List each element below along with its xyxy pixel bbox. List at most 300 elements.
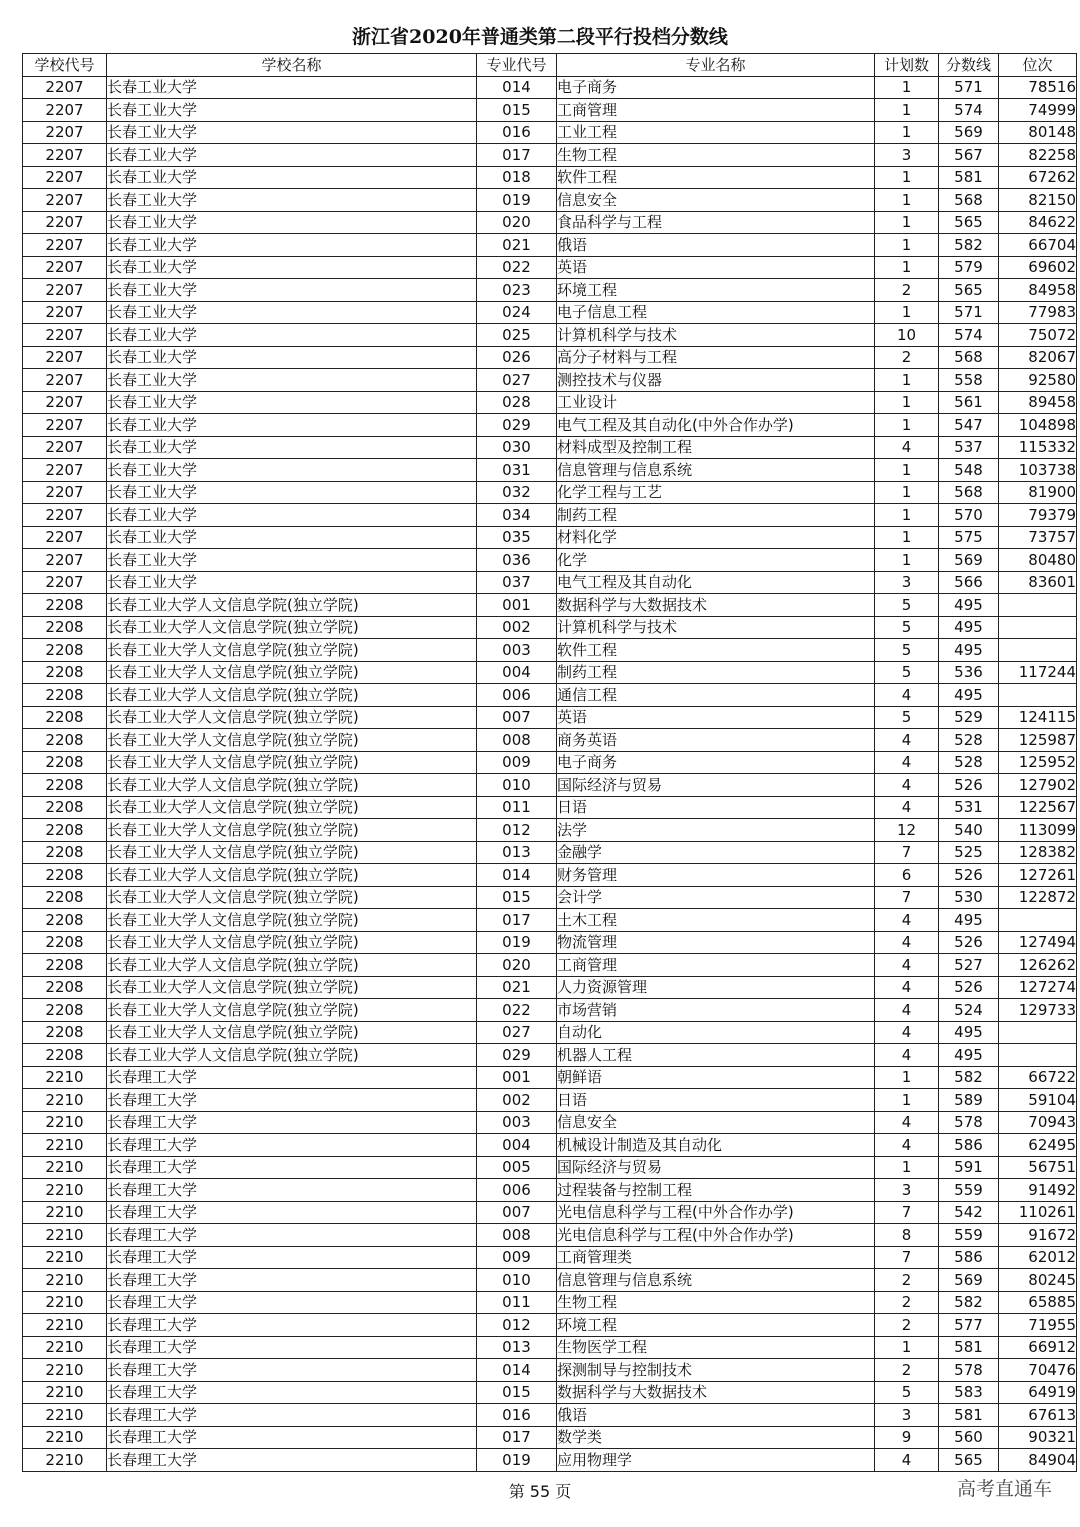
cell-school-code: 2207 [23, 459, 107, 482]
cell-school-code: 2207 [23, 369, 107, 392]
cell-score-line: 495 [939, 639, 999, 662]
cell-rank: 110261 [999, 1201, 1077, 1224]
col-header-major-code: 专业代号 [477, 54, 557, 77]
cell-major-code: 004 [477, 661, 557, 684]
cell-plan-count: 10 [875, 324, 939, 347]
table-row [23, 549, 1077, 572]
cell-rank: 113099 [999, 819, 1077, 842]
cell-rank: 84904 [999, 1449, 1077, 1472]
cell-rank: 70476 [999, 1359, 1077, 1382]
cell-score-line: 540 [939, 819, 999, 842]
cell-score-line: 526 [939, 931, 999, 954]
cell-major-name: 物流管理 [557, 931, 875, 954]
cell-school-name: 长春理工大学 [107, 1156, 477, 1179]
cell-rank: 67262 [999, 166, 1077, 189]
cell-school-code: 2207 [23, 189, 107, 212]
cell-major-code: 014 [477, 76, 557, 99]
cell-major-name: 生物医学工程 [557, 1336, 875, 1359]
cell-score-line: 536 [939, 661, 999, 684]
cell-school-name: 长春工业大学人文信息学院(独立学院) [107, 684, 477, 707]
cell-score-line: 566 [939, 571, 999, 594]
cell-rank: 122567 [999, 796, 1077, 819]
cell-school-name: 长春工业大学 [107, 481, 477, 504]
cell-plan-count: 4 [875, 931, 939, 954]
cell-major-name: 制药工程 [557, 504, 875, 527]
cell-major-code: 009 [477, 751, 557, 774]
cell-rank: 56751 [999, 1156, 1077, 1179]
cell-plan-count: 4 [875, 729, 939, 752]
cell-school-name: 长春工业大学 [107, 324, 477, 347]
cell-school-name: 长春工业大学 [107, 189, 477, 212]
cell-school-code: 2208 [23, 999, 107, 1022]
cell-rank: 90321 [999, 1426, 1077, 1449]
table-row [23, 1269, 1077, 1292]
cell-major-code: 031 [477, 459, 557, 482]
cell-major-code: 021 [477, 976, 557, 999]
cell-school-name: 长春工业大学人文信息学院(独立学院) [107, 729, 477, 752]
cell-rank: 66912 [999, 1336, 1077, 1359]
cell-school-name: 长春工业大学 [107, 144, 477, 167]
cell-score-line: 527 [939, 954, 999, 977]
cell-school-code: 2208 [23, 751, 107, 774]
cell-major-code: 025 [477, 324, 557, 347]
cell-rank: 69602 [999, 256, 1077, 279]
cell-school-name: 长春理工大学 [107, 1381, 477, 1404]
cell-major-code: 014 [477, 864, 557, 887]
cell-major-code: 016 [477, 1404, 557, 1427]
table-row [23, 594, 1077, 617]
cell-rank: 84622 [999, 211, 1077, 234]
table-row [23, 1134, 1077, 1157]
cell-rank [999, 594, 1077, 617]
cell-major-name: 光电信息科学与工程(中外合作办学) [557, 1224, 875, 1247]
cell-major-name: 自动化 [557, 1021, 875, 1044]
cell-school-name: 长春理工大学 [107, 1224, 477, 1247]
cell-school-name: 长春工业大学人文信息学院(独立学院) [107, 594, 477, 617]
cell-major-code: 019 [477, 931, 557, 954]
cell-major-code: 016 [477, 121, 557, 144]
table-row [23, 189, 1077, 212]
table-row [23, 1224, 1077, 1247]
cell-rank: 79379 [999, 504, 1077, 527]
cell-major-code: 010 [477, 1269, 557, 1292]
cell-school-code: 2208 [23, 886, 107, 909]
cell-score-line: 581 [939, 1404, 999, 1427]
table-row [23, 796, 1077, 819]
cell-school-name: 长春工业大学 [107, 571, 477, 594]
table-row [23, 1201, 1077, 1224]
cell-school-code: 2207 [23, 324, 107, 347]
cell-plan-count: 7 [875, 841, 939, 864]
cell-plan-count: 4 [875, 774, 939, 797]
cell-major-name: 俄语 [557, 1404, 875, 1427]
cell-rank: 91672 [999, 1224, 1077, 1247]
cell-school-name: 长春工业大学人文信息学院(独立学院) [107, 909, 477, 932]
table-row [23, 1291, 1077, 1314]
cell-major-name: 财务管理 [557, 864, 875, 887]
cell-plan-count: 4 [875, 1044, 939, 1067]
cell-rank: 78516 [999, 76, 1077, 99]
cell-school-code: 2207 [23, 256, 107, 279]
cell-school-name: 长春工业大学人文信息学院(独立学院) [107, 616, 477, 639]
cell-school-code: 2208 [23, 954, 107, 977]
cell-score-line: 565 [939, 1449, 999, 1472]
cell-major-code: 028 [477, 391, 557, 414]
cell-school-name: 长春工业大学人文信息学院(独立学院) [107, 661, 477, 684]
cell-plan-count: 7 [875, 886, 939, 909]
cell-school-code: 2208 [23, 661, 107, 684]
cell-plan-count: 3 [875, 1404, 939, 1427]
cell-school-code: 2207 [23, 121, 107, 144]
cell-major-name: 电子信息工程 [557, 301, 875, 324]
cell-major-name: 通信工程 [557, 684, 875, 707]
cell-school-code: 2207 [23, 571, 107, 594]
cell-school-name: 长春工业大学人文信息学院(独立学院) [107, 999, 477, 1022]
cell-major-code: 030 [477, 436, 557, 459]
table-row [23, 1021, 1077, 1044]
cell-major-code: 002 [477, 1089, 557, 1112]
cell-rank: 71955 [999, 1314, 1077, 1337]
cell-major-name: 日语 [557, 796, 875, 819]
table-row [23, 1449, 1077, 1472]
cell-plan-count: 4 [875, 1021, 939, 1044]
cell-major-name: 信息安全 [557, 1111, 875, 1134]
cell-score-line: 567 [939, 144, 999, 167]
cell-major-code: 024 [477, 301, 557, 324]
cell-plan-count: 1 [875, 369, 939, 392]
cell-school-name: 长春工业大学 [107, 99, 477, 122]
cell-score-line: 569 [939, 549, 999, 572]
cell-school-code: 2210 [23, 1426, 107, 1449]
cell-rank [999, 1021, 1077, 1044]
table-row [23, 324, 1077, 347]
cell-school-code: 2210 [23, 1269, 107, 1292]
cell-school-code: 2207 [23, 504, 107, 527]
cell-major-name: 计算机科学与技术 [557, 616, 875, 639]
table-row [23, 616, 1077, 639]
cell-score-line: 582 [939, 1291, 999, 1314]
cell-major-name: 国际经济与贸易 [557, 1156, 875, 1179]
cell-score-line: 525 [939, 841, 999, 864]
cell-school-name: 长春工业大学人文信息学院(独立学院) [107, 706, 477, 729]
page-title: 浙江省2020年普通类第二段平行投档分数线 [352, 26, 728, 48]
cell-major-code: 020 [477, 954, 557, 977]
col-header-score-line: 分数线 [939, 54, 999, 77]
col-header-rank: 位次 [999, 54, 1077, 77]
table-row [23, 504, 1077, 527]
cell-rank: 117244 [999, 661, 1077, 684]
cell-plan-count: 1 [875, 256, 939, 279]
cell-rank: 125987 [999, 729, 1077, 752]
cell-school-code: 2207 [23, 481, 107, 504]
table-row [23, 1179, 1077, 1202]
cell-school-code: 2210 [23, 1224, 107, 1247]
col-header-plan-count: 计划数 [875, 54, 939, 77]
cell-rank: 67613 [999, 1404, 1077, 1427]
cell-plan-count: 3 [875, 1179, 939, 1202]
cell-school-name: 长春工业大学 [107, 76, 477, 99]
cell-school-code: 2208 [23, 841, 107, 864]
cell-school-name: 长春理工大学 [107, 1134, 477, 1157]
cell-major-code: 001 [477, 594, 557, 617]
table-row [23, 234, 1077, 257]
cell-plan-count: 4 [875, 909, 939, 932]
cell-major-code: 007 [477, 706, 557, 729]
cell-plan-count: 1 [875, 459, 939, 482]
cell-score-line: 565 [939, 279, 999, 302]
table-row [23, 256, 1077, 279]
cell-plan-count: 1 [875, 526, 939, 549]
table-row [23, 1066, 1077, 1089]
cell-school-code: 2208 [23, 774, 107, 797]
table-row [23, 639, 1077, 662]
table-row [23, 774, 1077, 797]
cell-rank: 74999 [999, 99, 1077, 122]
cell-major-code: 015 [477, 1381, 557, 1404]
cell-rank: 66722 [999, 1066, 1077, 1089]
cell-school-name: 长春工业大学人文信息学院(独立学院) [107, 1044, 477, 1067]
cell-school-code: 2207 [23, 144, 107, 167]
cell-school-name: 长春工业大学人文信息学院(独立学院) [107, 864, 477, 887]
cell-major-code: 012 [477, 819, 557, 842]
cell-school-code: 2208 [23, 616, 107, 639]
table-row [23, 1336, 1077, 1359]
cell-school-code: 2208 [23, 639, 107, 662]
cell-major-name: 土木工程 [557, 909, 875, 932]
table-row [23, 211, 1077, 234]
cell-major-code: 002 [477, 616, 557, 639]
cell-rank: 129733 [999, 999, 1077, 1022]
cell-score-line: 547 [939, 414, 999, 437]
cell-score-line: 583 [939, 1381, 999, 1404]
cell-plan-count: 4 [875, 436, 939, 459]
cell-major-code: 037 [477, 571, 557, 594]
cell-major-code: 013 [477, 841, 557, 864]
cell-plan-count: 1 [875, 549, 939, 572]
cell-major-code: 003 [477, 1111, 557, 1134]
cell-score-line: 586 [939, 1246, 999, 1269]
cell-major-code: 011 [477, 1291, 557, 1314]
cell-school-code: 2210 [23, 1134, 107, 1157]
cell-rank: 103738 [999, 459, 1077, 482]
cell-major-code: 032 [477, 481, 557, 504]
cell-school-code: 2208 [23, 864, 107, 887]
cell-plan-count: 7 [875, 1201, 939, 1224]
cell-school-name: 长春工业大学 [107, 301, 477, 324]
table-row [23, 391, 1077, 414]
cell-major-name: 制药工程 [557, 661, 875, 684]
cell-school-code: 2210 [23, 1179, 107, 1202]
cell-plan-count: 1 [875, 121, 939, 144]
cell-major-code: 015 [477, 99, 557, 122]
cell-major-name: 金融学 [557, 841, 875, 864]
cell-plan-count: 4 [875, 999, 939, 1022]
cell-rank: 89458 [999, 391, 1077, 414]
cell-major-name: 电气工程及其自动化 [557, 571, 875, 594]
cell-score-line: 565 [939, 211, 999, 234]
cell-plan-count: 1 [875, 211, 939, 234]
cell-plan-count: 4 [875, 1449, 939, 1472]
cell-major-name: 食品科学与工程 [557, 211, 875, 234]
cell-major-code: 019 [477, 189, 557, 212]
cell-school-code: 2208 [23, 819, 107, 842]
cell-school-code: 2207 [23, 166, 107, 189]
cell-major-code: 014 [477, 1359, 557, 1382]
cell-plan-count: 1 [875, 391, 939, 414]
cell-school-name: 长春工业大学 [107, 526, 477, 549]
cell-rank: 84958 [999, 279, 1077, 302]
cell-school-name: 长春工业大学 [107, 234, 477, 257]
cell-score-line: 548 [939, 459, 999, 482]
cell-school-name: 长春理工大学 [107, 1426, 477, 1449]
cell-major-name: 测控技术与仪器 [557, 369, 875, 392]
cell-score-line: 577 [939, 1314, 999, 1337]
cell-school-name: 长春工业大学人文信息学院(独立学院) [107, 841, 477, 864]
watermark: 高考直通车 [956, 1478, 1052, 1500]
cell-major-code: 029 [477, 1044, 557, 1067]
cell-score-line: 495 [939, 1044, 999, 1067]
cell-score-line: 542 [939, 1201, 999, 1224]
cell-major-name: 机械设计制造及其自动化 [557, 1134, 875, 1157]
cell-major-name: 电气工程及其自动化(中外合作办学) [557, 414, 875, 437]
cell-major-name: 信息安全 [557, 189, 875, 212]
cell-score-line: 528 [939, 751, 999, 774]
cell-major-name: 工商管理 [557, 954, 875, 977]
cell-rank: 66704 [999, 234, 1077, 257]
cell-major-name: 商务英语 [557, 729, 875, 752]
cell-plan-count: 5 [875, 1381, 939, 1404]
table-row [23, 841, 1077, 864]
cell-plan-count: 1 [875, 481, 939, 504]
cell-school-name: 长春理工大学 [107, 1246, 477, 1269]
cell-score-line: 526 [939, 976, 999, 999]
cell-major-code: 006 [477, 684, 557, 707]
cell-rank: 59104 [999, 1089, 1077, 1112]
cell-school-code: 2207 [23, 279, 107, 302]
cell-school-code: 2210 [23, 1089, 107, 1112]
cell-major-name: 数学类 [557, 1426, 875, 1449]
table-row [23, 1044, 1077, 1067]
cell-major-code: 019 [477, 1449, 557, 1472]
cell-score-line: 579 [939, 256, 999, 279]
cell-score-line: 495 [939, 616, 999, 639]
cell-plan-count: 5 [875, 661, 939, 684]
cell-school-name: 长春工业大学人文信息学院(独立学院) [107, 954, 477, 977]
table-row [23, 706, 1077, 729]
cell-rank: 91492 [999, 1179, 1077, 1202]
cell-major-code: 011 [477, 796, 557, 819]
cell-major-code: 034 [477, 504, 557, 527]
cell-major-name: 应用物理学 [557, 1449, 875, 1472]
cell-score-line: 589 [939, 1089, 999, 1112]
cell-plan-count: 2 [875, 1314, 939, 1337]
cell-school-name: 长春工业大学 [107, 256, 477, 279]
cell-plan-count: 4 [875, 684, 939, 707]
cell-plan-count: 2 [875, 279, 939, 302]
cell-school-code: 2210 [23, 1246, 107, 1269]
cell-school-code: 2210 [23, 1381, 107, 1404]
cell-plan-count: 4 [875, 1134, 939, 1157]
cell-school-code: 2210 [23, 1359, 107, 1382]
cell-score-line: 559 [939, 1224, 999, 1247]
cell-plan-count: 1 [875, 1156, 939, 1179]
cell-major-name: 数据科学与大数据技术 [557, 1381, 875, 1404]
cell-rank: 83601 [999, 571, 1077, 594]
cell-score-line: 582 [939, 1066, 999, 1089]
cell-rank: 92580 [999, 369, 1077, 392]
cell-major-name: 工商管理 [557, 99, 875, 122]
cell-plan-count: 2 [875, 1359, 939, 1382]
cell-major-code: 015 [477, 886, 557, 909]
cell-rank: 104898 [999, 414, 1077, 437]
table-row [23, 1089, 1077, 1112]
cell-school-name: 长春工业大学 [107, 459, 477, 482]
cell-school-code: 2207 [23, 211, 107, 234]
cell-rank: 70943 [999, 1111, 1077, 1134]
cell-major-code: 017 [477, 909, 557, 932]
cell-school-name: 长春工业大学 [107, 369, 477, 392]
cell-major-code: 020 [477, 211, 557, 234]
cell-school-name: 长春工业大学人文信息学院(独立学院) [107, 796, 477, 819]
cell-major-name: 英语 [557, 706, 875, 729]
cell-score-line: 537 [939, 436, 999, 459]
cell-plan-count: 2 [875, 1269, 939, 1292]
cell-score-line: 495 [939, 684, 999, 707]
cell-major-name: 人力资源管理 [557, 976, 875, 999]
cell-score-line: 581 [939, 1336, 999, 1359]
cell-plan-count: 1 [875, 76, 939, 99]
cell-major-name: 俄语 [557, 234, 875, 257]
cell-plan-count: 1 [875, 99, 939, 122]
cell-major-name: 生物工程 [557, 144, 875, 167]
cell-school-name: 长春理工大学 [107, 1066, 477, 1089]
cell-rank: 73757 [999, 526, 1077, 549]
cell-score-line: 569 [939, 1269, 999, 1292]
cell-major-name: 机器人工程 [557, 1044, 875, 1067]
cell-major-name: 信息管理与信息系统 [557, 459, 875, 482]
cell-major-name: 工商管理类 [557, 1246, 875, 1269]
cell-rank: 80480 [999, 549, 1077, 572]
cell-school-name: 长春工业大学 [107, 121, 477, 144]
table-row [23, 954, 1077, 977]
page-number: 第 55 页 [508, 1482, 572, 1501]
cell-rank: 127261 [999, 864, 1077, 887]
cell-plan-count: 1 [875, 301, 939, 324]
cell-plan-count: 1 [875, 504, 939, 527]
table-row [23, 1359, 1077, 1382]
cell-major-code: 017 [477, 1426, 557, 1449]
cell-major-name: 市场营销 [557, 999, 875, 1022]
cell-school-code: 2210 [23, 1111, 107, 1134]
cell-rank: 65885 [999, 1291, 1077, 1314]
cell-school-name: 长春工业大学 [107, 211, 477, 234]
cell-rank: 77983 [999, 301, 1077, 324]
table-row [23, 436, 1077, 459]
cell-school-code: 2207 [23, 414, 107, 437]
cell-rank: 127902 [999, 774, 1077, 797]
cell-school-code: 2208 [23, 706, 107, 729]
cell-score-line: 571 [939, 76, 999, 99]
cell-school-name: 长春理工大学 [107, 1201, 477, 1224]
cell-score-line: 569 [939, 121, 999, 144]
table-row [23, 301, 1077, 324]
cell-score-line: 574 [939, 324, 999, 347]
table-row [23, 1111, 1077, 1134]
cell-plan-count: 5 [875, 594, 939, 617]
cell-school-name: 长春理工大学 [107, 1269, 477, 1292]
cell-rank: 62012 [999, 1246, 1077, 1269]
cell-score-line: 578 [939, 1359, 999, 1382]
